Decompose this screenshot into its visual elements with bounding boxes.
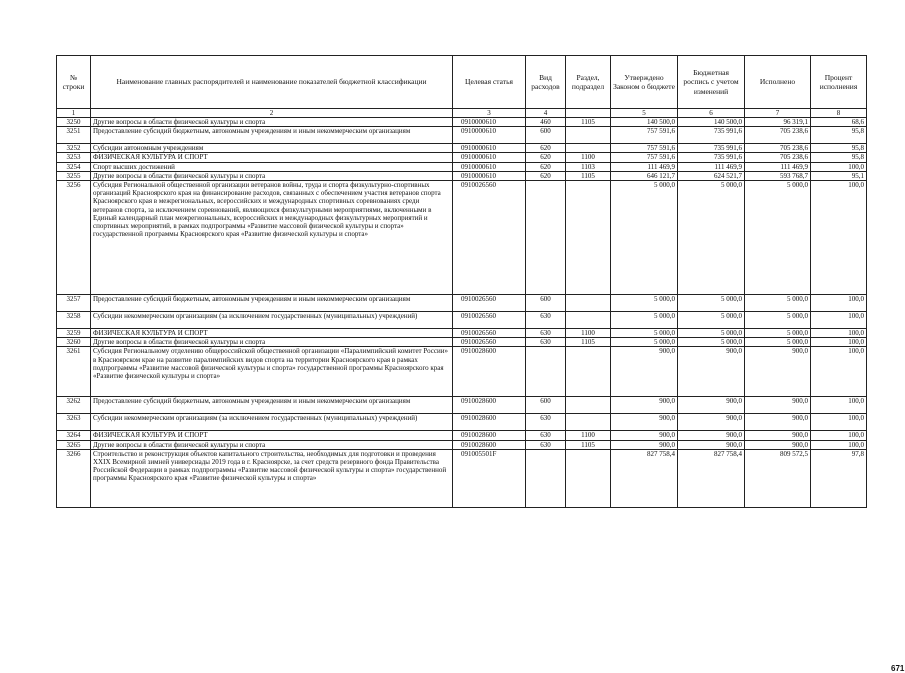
cell-row-no: 3260 bbox=[57, 338, 91, 347]
cell-name: Субсидии некоммерческим организациям (за исключением государственных (муниципальных) учреждений) bbox=[91, 414, 453, 431]
cell-type bbox=[526, 181, 566, 295]
col-header-section: Раздел, подраздел bbox=[566, 56, 611, 109]
cell-name: Строительство и реконструкция объектов капитального строительства, необходимых для подготовки и проведения XXIX Всемирной зимней универсиады 2019 года в г. Красноярске, за счет средств резервного фонда Правительства Российской Федерации в рамках подпрограммы «Развитие массовой физической культуры и спорта» государственной программы Красноярского края «Развитие физической культуры и спорта» bbox=[91, 449, 453, 507]
cell-row-no: 3258 bbox=[57, 312, 91, 329]
cell-section bbox=[566, 449, 611, 507]
cell-executed: 5 000,0 bbox=[745, 295, 811, 312]
cell-approved: 5 000,0 bbox=[611, 312, 678, 329]
cell-schedule: 900,0 bbox=[678, 347, 745, 397]
cell-approved: 5 000,0 bbox=[611, 329, 678, 338]
col-number: 1 bbox=[57, 109, 91, 118]
cell-executed: 593 768,7 bbox=[745, 171, 811, 180]
cell-percent: 100,0 bbox=[811, 440, 867, 449]
cell-target: 0910028600 bbox=[453, 347, 526, 397]
cell-executed: 900,0 bbox=[745, 440, 811, 449]
col-number bbox=[566, 109, 611, 118]
cell-target: 0910028600 bbox=[453, 440, 526, 449]
cell-executed: 5 000,0 bbox=[745, 312, 811, 329]
cell-name: Предоставление субсидий бюджетным, автономным учреждениям и иным некоммерческим организациям bbox=[91, 127, 453, 144]
budget-table bbox=[56, 55, 867, 508]
cell-row-no: 3257 bbox=[57, 295, 91, 312]
cell-schedule: 827 758,4 bbox=[678, 449, 745, 507]
cell-type: 630 bbox=[526, 329, 566, 338]
cell-approved: 5 000,0 bbox=[611, 181, 678, 295]
cell-target: 0910028600 bbox=[453, 414, 526, 431]
header-row bbox=[57, 56, 867, 109]
table-row bbox=[57, 162, 867, 171]
cell-name: Субсидии автономным учреждениям bbox=[91, 144, 453, 153]
cell-row-no: 3252 bbox=[57, 144, 91, 153]
cell-schedule: 735 991,6 bbox=[678, 144, 745, 153]
cell-approved: 5 000,0 bbox=[611, 295, 678, 312]
cell-approved: 646 121,7 bbox=[611, 171, 678, 180]
cell-type bbox=[526, 449, 566, 507]
col-header-type: Вид расходов bbox=[526, 56, 566, 109]
table-row bbox=[57, 181, 867, 295]
cell-name: Другие вопросы в области физической культуры и спорта bbox=[91, 440, 453, 449]
cell-executed: 900,0 bbox=[745, 414, 811, 431]
cell-row-no: 3253 bbox=[57, 153, 91, 162]
cell-target: 0910026560 bbox=[453, 312, 526, 329]
cell-target: 0910000610 bbox=[453, 162, 526, 171]
cell-section: 1105 bbox=[566, 171, 611, 180]
cell-section bbox=[566, 144, 611, 153]
cell-schedule: 5 000,0 bbox=[678, 181, 745, 295]
cell-type: 600 bbox=[526, 127, 566, 144]
col-header-target: Целевая статья bbox=[453, 56, 526, 109]
cell-schedule: 5 000,0 bbox=[678, 329, 745, 338]
cell-type: 620 bbox=[526, 144, 566, 153]
cell-name: Предоставление субсидий бюджетным, автономным учреждениям и иным некоммерческим организациям bbox=[91, 295, 453, 312]
cell-target: 091005501F bbox=[453, 449, 526, 507]
table-row bbox=[57, 414, 867, 431]
cell-target: 0910000610 bbox=[453, 153, 526, 162]
cell-name: Предоставление субсидий бюджетным, автономным учреждениям и иным некоммерческим организациям bbox=[91, 397, 453, 414]
table-row bbox=[57, 118, 867, 127]
cell-schedule: 5 000,0 bbox=[678, 312, 745, 329]
cell-percent: 97,8 bbox=[811, 449, 867, 507]
table-row bbox=[57, 295, 867, 312]
cell-type: 620 bbox=[526, 162, 566, 171]
cell-type: 630 bbox=[526, 414, 566, 431]
cell-name: Субсидия Региональному отделению общероссийской общественной организации «Паралимпийский комитет России» в Красноярском крае на развитие паралимпийских видов спорта на территории Красноярского края в рамках подпрограммы «Развитие массовой физической культуры и спорта» государственной программы Красноярского края «Развитие физической культуры и спорта» bbox=[91, 347, 453, 397]
col-number: 3 bbox=[453, 109, 526, 118]
cell-type: 600 bbox=[526, 295, 566, 312]
cell-percent: 100,0 bbox=[811, 431, 867, 440]
cell-approved: 140 500,0 bbox=[611, 118, 678, 127]
cell-executed: 96 319,1 bbox=[745, 118, 811, 127]
cell-name: Другие вопросы в области физической культуры и спорта bbox=[91, 338, 453, 347]
cell-name: ФИЗИЧЕСКАЯ КУЛЬТУРА И СПОРТ bbox=[91, 431, 453, 440]
cell-row-no: 3261 bbox=[57, 347, 91, 397]
cell-section: 1105 bbox=[566, 118, 611, 127]
cell-target: 0910026560 bbox=[453, 338, 526, 347]
col-header-row-no: № строки bbox=[57, 56, 91, 109]
col-number: 8 bbox=[811, 109, 867, 118]
cell-executed: 5 000,0 bbox=[745, 181, 811, 295]
cell-percent: 100,0 bbox=[811, 414, 867, 431]
cell-section bbox=[566, 397, 611, 414]
cell-executed: 5 000,0 bbox=[745, 329, 811, 338]
cell-schedule: 5 000,0 bbox=[678, 295, 745, 312]
cell-approved: 757 591,6 bbox=[611, 153, 678, 162]
cell-row-no: 3256 bbox=[57, 181, 91, 295]
table-row bbox=[57, 153, 867, 162]
cell-row-no: 3251 bbox=[57, 127, 91, 144]
col-header-percent: Процент исполнения bbox=[811, 56, 867, 109]
cell-type: 600 bbox=[526, 397, 566, 414]
cell-name: ФИЗИЧЕСКАЯ КУЛЬТУРА И СПОРТ bbox=[91, 329, 453, 338]
cell-percent: 68,6 bbox=[811, 118, 867, 127]
cell-type: 620 bbox=[526, 153, 566, 162]
cell-percent: 100,0 bbox=[811, 397, 867, 414]
col-number: 7 bbox=[745, 109, 811, 118]
cell-approved: 900,0 bbox=[611, 397, 678, 414]
cell-schedule: 5 000,0 bbox=[678, 338, 745, 347]
cell-percent: 95,1 bbox=[811, 171, 867, 180]
cell-percent: 100,0 bbox=[811, 295, 867, 312]
cell-target: 0910000610 bbox=[453, 171, 526, 180]
col-number: 4 bbox=[526, 109, 566, 118]
cell-approved: 111 469,9 bbox=[611, 162, 678, 171]
cell-executed: 111 469,9 bbox=[745, 162, 811, 171]
cell-approved: 757 591,6 bbox=[611, 127, 678, 144]
cell-target: 0910026560 bbox=[453, 295, 526, 312]
cell-approved: 900,0 bbox=[611, 414, 678, 431]
cell-percent: 95,8 bbox=[811, 127, 867, 144]
cell-executed: 705 238,6 bbox=[745, 127, 811, 144]
table-row bbox=[57, 312, 867, 329]
cell-row-no: 3255 bbox=[57, 171, 91, 180]
cell-type: 460 bbox=[526, 118, 566, 127]
table-row bbox=[57, 127, 867, 144]
cell-schedule: 140 500,0 bbox=[678, 118, 745, 127]
col-header-schedule: Бюджетная роспись с учетом изменений bbox=[678, 56, 745, 109]
cell-schedule: 900,0 bbox=[678, 414, 745, 431]
cell-section bbox=[566, 312, 611, 329]
cell-section: 1103 bbox=[566, 162, 611, 171]
cell-percent: 100,0 bbox=[811, 162, 867, 171]
cell-target: 0910000610 bbox=[453, 118, 526, 127]
cell-row-no: 3266 bbox=[57, 449, 91, 507]
cell-section bbox=[566, 414, 611, 431]
cell-row-no: 3263 bbox=[57, 414, 91, 431]
cell-approved: 5 000,0 bbox=[611, 338, 678, 347]
table-row bbox=[57, 440, 867, 449]
cell-target: 0910028600 bbox=[453, 397, 526, 414]
column-number-row bbox=[57, 109, 867, 118]
cell-schedule: 900,0 bbox=[678, 440, 745, 449]
cell-approved: 900,0 bbox=[611, 431, 678, 440]
table-row bbox=[57, 347, 867, 397]
cell-schedule: 900,0 bbox=[678, 397, 745, 414]
budget-report-sheet bbox=[56, 55, 905, 673]
cell-schedule: 900,0 bbox=[678, 431, 745, 440]
cell-section bbox=[566, 295, 611, 312]
cell-name: Субсидия Региональной общественной организации ветеранов войны, труда и спорта физкультурно-спортивных организаций Красноярского края на финансирование расходов, связанных с обеспечением участия ветеранов спорта Красноярского края в межрегиональных, всероссийских и международных спортивных соревнованиях среди ветеранов спорта, за исключением соревнований, являющихся физкультурными мероприятиями, включенными в Единый календарный план межрегиональных, всероссийских и международных физкультурных мероприятий и спортивных мероприятий, в рамках подпрограммы «Развитие массовой физической культуры и спорта» государственной программы Красноярского края «Развитие физической культуры и спорта» bbox=[91, 181, 453, 295]
cell-row-no: 3265 bbox=[57, 440, 91, 449]
cell-target: 0910028600 bbox=[453, 431, 526, 440]
cell-section bbox=[566, 127, 611, 144]
cell-row-no: 3262 bbox=[57, 397, 91, 414]
cell-type: 630 bbox=[526, 431, 566, 440]
cell-executed: 705 238,6 bbox=[745, 153, 811, 162]
cell-section bbox=[566, 347, 611, 397]
cell-row-no: 3254 bbox=[57, 162, 91, 171]
cell-target: 0910026560 bbox=[453, 329, 526, 338]
col-header-approved: Утверждено Законом о бюджете bbox=[611, 56, 678, 109]
cell-approved: 900,0 bbox=[611, 347, 678, 397]
cell-schedule: 735 991,6 bbox=[678, 127, 745, 144]
table-row bbox=[57, 338, 867, 347]
cell-executed: 705 238,6 bbox=[745, 144, 811, 153]
cell-row-no: 3259 bbox=[57, 329, 91, 338]
table-row bbox=[57, 171, 867, 180]
cell-percent: 95,8 bbox=[811, 144, 867, 153]
col-number: 5 bbox=[611, 109, 678, 118]
cell-section: 1105 bbox=[566, 440, 611, 449]
cell-approved: 757 591,6 bbox=[611, 144, 678, 153]
cell-type: 630 bbox=[526, 338, 566, 347]
cell-schedule: 624 521,7 bbox=[678, 171, 745, 180]
cell-target: 0910026560 bbox=[453, 181, 526, 295]
cell-row-no: 3250 bbox=[57, 118, 91, 127]
cell-target: 0910000610 bbox=[453, 127, 526, 144]
col-header-executed: Исполнено bbox=[745, 56, 811, 109]
table-row bbox=[57, 449, 867, 507]
cell-name: Субсидии некоммерческим организациям (за исключением государственных (муниципальных) учреждений) bbox=[91, 312, 453, 329]
cell-executed: 900,0 bbox=[745, 347, 811, 397]
table-body bbox=[57, 118, 867, 508]
cell-section: 1100 bbox=[566, 153, 611, 162]
page-number: 671 bbox=[891, 664, 905, 673]
cell-percent: 100,0 bbox=[811, 181, 867, 295]
cell-target: 0910000610 bbox=[453, 144, 526, 153]
cell-row-no: 3264 bbox=[57, 431, 91, 440]
cell-approved: 900,0 bbox=[611, 440, 678, 449]
cell-name: Другие вопросы в области физической культуры и спорта bbox=[91, 171, 453, 180]
table-row bbox=[57, 144, 867, 153]
cell-section: 1100 bbox=[566, 329, 611, 338]
cell-section: 1100 bbox=[566, 431, 611, 440]
cell-schedule: 735 991,6 bbox=[678, 153, 745, 162]
cell-executed: 809 572,5 bbox=[745, 449, 811, 507]
col-number: 2 bbox=[91, 109, 453, 118]
cell-executed: 5 000,0 bbox=[745, 338, 811, 347]
cell-percent: 100,0 bbox=[811, 329, 867, 338]
cell-percent: 100,0 bbox=[811, 312, 867, 329]
cell-approved: 827 758,4 bbox=[611, 449, 678, 507]
cell-type: 630 bbox=[526, 440, 566, 449]
cell-section: 1105 bbox=[566, 338, 611, 347]
col-number: 6 bbox=[678, 109, 745, 118]
cell-type: 620 bbox=[526, 171, 566, 180]
cell-percent: 100,0 bbox=[811, 347, 867, 397]
cell-name: Спорт высших достижений bbox=[91, 162, 453, 171]
cell-name: Другие вопросы в области физической культуры и спорта bbox=[91, 118, 453, 127]
table-row bbox=[57, 329, 867, 338]
table-row bbox=[57, 397, 867, 414]
cell-section bbox=[566, 181, 611, 295]
cell-type: 630 bbox=[526, 312, 566, 329]
table-row bbox=[57, 431, 867, 440]
cell-type bbox=[526, 347, 566, 397]
cell-percent: 100,0 bbox=[811, 338, 867, 347]
cell-percent: 95,8 bbox=[811, 153, 867, 162]
cell-executed: 900,0 bbox=[745, 431, 811, 440]
cell-schedule: 111 469,9 bbox=[678, 162, 745, 171]
cell-executed: 900,0 bbox=[745, 397, 811, 414]
cell-name: ФИЗИЧЕСКАЯ КУЛЬТУРА И СПОРТ bbox=[91, 153, 453, 162]
col-header-name: Наименование главных распорядителей и наименование показателей бюджетной классификации bbox=[91, 56, 453, 109]
